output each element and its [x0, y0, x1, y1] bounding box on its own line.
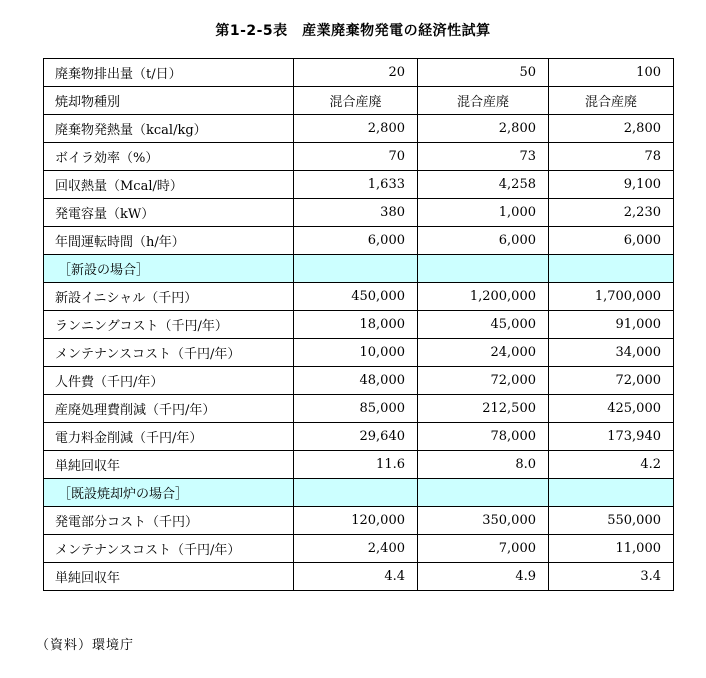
value-cell: 100 — [549, 59, 674, 87]
table-row — [44, 451, 674, 479]
value-cell — [549, 255, 674, 283]
value-cell: 11.6 — [294, 451, 418, 479]
table-row — [44, 87, 674, 115]
value-cell: 4.2 — [549, 451, 674, 479]
value-cell: 1,200,000 — [418, 283, 549, 311]
section-row — [44, 255, 674, 283]
table-row — [44, 395, 674, 423]
table-row — [44, 423, 674, 451]
row-label: 廃棄物排出量（t/日） — [44, 59, 294, 87]
row-label: 発電部分コスト（千円） — [44, 507, 294, 535]
source-note: （資料）環境庁 — [36, 638, 135, 653]
row-label: 電力料金削減（千円/年） — [44, 423, 294, 451]
section-row — [44, 479, 674, 507]
value-cell: 2,230 — [549, 199, 674, 227]
table-row — [44, 227, 674, 255]
value-cell: 2,800 — [549, 115, 674, 143]
row-label: 廃棄物発熱量（kcal/kg） — [44, 115, 294, 143]
value-cell: 173,940 — [549, 423, 674, 451]
row-label: 焼却物種別 — [44, 87, 294, 115]
value-cell: 425,000 — [549, 395, 674, 423]
value-cell: 380 — [294, 199, 418, 227]
value-cell — [294, 479, 418, 507]
row-label: 人件費（千円/年） — [44, 367, 294, 395]
value-cell: 78 — [549, 143, 674, 171]
value-cell: 18,000 — [294, 311, 418, 339]
value-cell: 85,000 — [294, 395, 418, 423]
table-row — [44, 563, 674, 591]
table-body — [44, 59, 674, 591]
value-cell: 72,000 — [418, 367, 549, 395]
table-row — [44, 311, 674, 339]
table-row — [44, 507, 674, 535]
row-label: 単純回収年 — [44, 451, 294, 479]
section-label: ［既設焼却炉の場合］ — [44, 479, 294, 507]
table-title: 第1-2-5表 産業廃棄物発電の経済性試算 — [215, 23, 491, 39]
value-cell: 10,000 — [294, 339, 418, 367]
value-cell — [418, 255, 549, 283]
table-row — [44, 171, 674, 199]
value-cell: 1,700,000 — [549, 283, 674, 311]
row-label: 回収熱量（Mcal/時） — [44, 171, 294, 199]
value-cell: 45,000 — [418, 311, 549, 339]
value-cell: 70 — [294, 143, 418, 171]
value-cell: 350,000 — [418, 507, 549, 535]
value-cell: 9,100 — [549, 171, 674, 199]
value-cell: 29,640 — [294, 423, 418, 451]
value-cell: 2,400 — [294, 535, 418, 563]
value-cell — [549, 479, 674, 507]
value-cell: 混合産廃 — [549, 87, 674, 115]
value-cell: 212,500 — [418, 395, 549, 423]
economics-table — [43, 58, 674, 591]
value-cell: 2,800 — [418, 115, 549, 143]
table-row — [44, 535, 674, 563]
table-row — [44, 283, 674, 311]
value-cell — [418, 479, 549, 507]
value-cell: 2,800 — [294, 115, 418, 143]
row-label: 年間運転時間（h/年） — [44, 227, 294, 255]
value-cell: 73 — [418, 143, 549, 171]
value-cell: 7,000 — [418, 535, 549, 563]
value-cell: 4,258 — [418, 171, 549, 199]
value-cell: 混合産廃 — [418, 87, 549, 115]
value-cell: 550,000 — [549, 507, 674, 535]
value-cell: 4.4 — [294, 563, 418, 591]
value-cell: 20 — [294, 59, 418, 87]
value-cell: 72,000 — [549, 367, 674, 395]
row-label: メンテナンスコスト（千円/年） — [44, 339, 294, 367]
table-row — [44, 199, 674, 227]
table-row — [44, 143, 674, 171]
table-row — [44, 339, 674, 367]
table-row — [44, 367, 674, 395]
value-cell: 24,000 — [418, 339, 549, 367]
value-cell: 6,000 — [549, 227, 674, 255]
value-cell: 8.0 — [418, 451, 549, 479]
row-label: ランニングコスト（千円/年） — [44, 311, 294, 339]
value-cell: 混合産廃 — [294, 87, 418, 115]
value-cell: 6,000 — [418, 227, 549, 255]
value-cell: 450,000 — [294, 283, 418, 311]
row-label: 産廃処理費削減（千円/年） — [44, 395, 294, 423]
value-cell: 48,000 — [294, 367, 418, 395]
value-cell — [294, 255, 418, 283]
value-cell: 4.9 — [418, 563, 549, 591]
value-cell: 1,000 — [418, 199, 549, 227]
value-cell: 1,633 — [294, 171, 418, 199]
row-label: 発電容量（kW） — [44, 199, 294, 227]
row-label: 新設イニシャル（千円） — [44, 283, 294, 311]
value-cell: 11,000 — [549, 535, 674, 563]
row-label: メンテナンスコスト（千円/年） — [44, 535, 294, 563]
value-cell: 3.4 — [549, 563, 674, 591]
value-cell: 78,000 — [418, 423, 549, 451]
table-row — [44, 115, 674, 143]
row-label: 単純回収年 — [44, 563, 294, 591]
row-label: ボイラ効率（%） — [44, 143, 294, 171]
value-cell: 6,000 — [294, 227, 418, 255]
value-cell: 50 — [418, 59, 549, 87]
value-cell: 34,000 — [549, 339, 674, 367]
section-label: ［新設の場合］ — [44, 255, 294, 283]
value-cell: 120,000 — [294, 507, 418, 535]
table-row — [44, 59, 674, 87]
value-cell: 91,000 — [549, 311, 674, 339]
